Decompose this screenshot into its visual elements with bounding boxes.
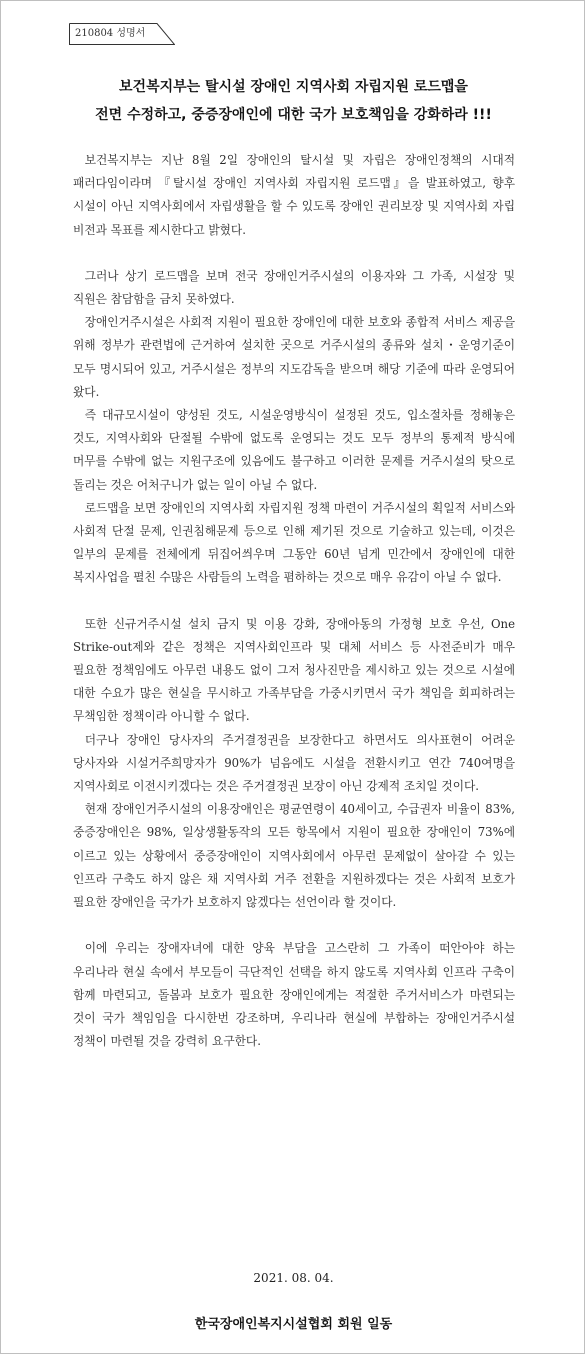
paragraph-9: 이에 우리는 장애자녀에 대한 양육 부담을 고스란히 그 가족이 떠안아야 하는 우리나라 현실 속에서 부모들이 극단적인 선택을 하지 않도록 지역사회 인프라 구축이 함께 마련되고, 돌봄과 보호가 필요한 장애인에게는 적절한 주거서비스가 마련되는 것이 국가 책임임을 다시한번 강조하며, 우리나라 현실에 부합하는 장애인거주시설 정책이 마련될 것을 강력히 요구한다. <box>73 941 515 1049</box>
statement-signature: 한국장애인복지시설협회 회원 일동 <box>194 1317 393 1332</box>
document-type-tag <box>69 23 175 45</box>
document-type-label: 210804 성명서 <box>75 28 146 39</box>
title-line-1: 보건복지부는 탈시설 장애인 지역사회 자립지원 로드맵을 <box>119 79 468 95</box>
paragraph-1: 보건복지부는 지난 8월 2일 장애인의 탈시설 및 자립은 장애인정책의 시대적 패러다임이라며 『탈시설 장애인 지역사회 자립지원 로드맵』을 발표하였고, 향후 시설이 아닌 지역사회에서 자립생활을 할 수 있도록 장애인 권리보장 및 지역사회 자립 비전과 목표를 제시한다고 밝혔다. <box>73 153 515 237</box>
paragraph-6: 또한 신규거주시설 설치 금지 및 이용 강화, 장애아동의 가정형 보호 우선, One Strike-out제와 같은 정책은 지역사회인프라 및 대체 서비스 등 사전준비가 매우 필요한 정책임에도 아무런 내용도 없이 그저 청사진만을 제시하고 있는 것으로 시설에 대한 수요가 많은 현실을 무시하고 가족부담을 가중시키면서 국가 책임을 회피하려는 무책임한 정책이라 아니할 수 없다. <box>73 616 515 724</box>
title-line-2: 전면 수정하고, 중증장애인에 대한 국가 보호책임을 강화하라 !!! <box>95 107 492 123</box>
statement-body <box>73 149 515 1053</box>
paragraph-5: 로드맵을 보면 장애인의 지역사회 자립지원 정책 마련이 거주시설의 획일적 서비스와 사회적 단절 문제, 인권침해문제 등으로 인해 제기된 것으로 기술하고 있는데, 이것은 일부의 문제를 전체에게 뒤집어씌우며 그동안 60년 넘게 민간에서 장애인에 대한 복지사업을 펼친 수많은 사람들의 노력을 폄하하는 것으로 매우 유감이 아닐 수 없다. <box>73 500 515 585</box>
paragraph-3: 장애인거주시설은 사회적 지원이 필요한 장애인에 대한 보호와 종합적 서비스 제공을 위해 정부가 관련법에 근거하여 설치한 곳으로 거주시설의 종류와 설치・운영기준이 모두 명시되어 있고, 거주시설은 정부의 지도감독을 받으며 해당 기준에 따라 운영되어 왔다. <box>73 315 515 399</box>
paragraph-4: 즉 대규모시설이 양성된 것도, 시설운영방식이 설정된 것도, 입소절차를 정해놓은 것도, 지역사회와 단절될 수밖에 없도록 운영되는 것도 모두 정부의 통제적 방식에 머무를 수밖에 없는 지원구조에 있음에도 불구하고 이러한 문제를 거주시설의 탓으로 돌리는 것은 어처구니가 없는 일이 아닐 수 없다. <box>73 408 515 492</box>
paragraph-7: 더구나 장애인 당사자의 주거결정권을 보장한다고 하면서도 의사표현이 어려운 당사자와 시설거주희망자가 90%가 넘음에도 시설을 전환시키고 연간 740여명을 지역사회로 이전시키겠다는 것은 주거결정권 보장이 아닌 강제적 조치일 것이다. <box>73 732 515 794</box>
statement-title <box>21 73 566 129</box>
paragraph-8: 현재 장애인거주시설의 이용장애인은 평균연령이 40세이고, 수급권자 비율이 83%, 중증장애인은 98%, 일상생활동작의 모든 항목에서 지원이 필요한 장애인이 73%에 이르고 있는 상황에서 중증장애인이 지역사회에서 아무런 문제없이 살아갈 수 있는 인프라 구축도 하지 않은 채 지역사회 거주 전환을 지원하겠다는 것은 사회적 보호가 필요한 장애인을 국가가 보호하지 않겠다는 선언이라 할 것이다. <box>73 802 515 910</box>
paragraph-2: 그러나 상기 로드맵을 보며 전국 장애인거주시설의 이용자와 그 가족, 시설장 및 직원은 참담함을 금치 못하였다. <box>73 268 515 307</box>
statement-date: 2021. 08. 04. <box>253 1271 334 1285</box>
